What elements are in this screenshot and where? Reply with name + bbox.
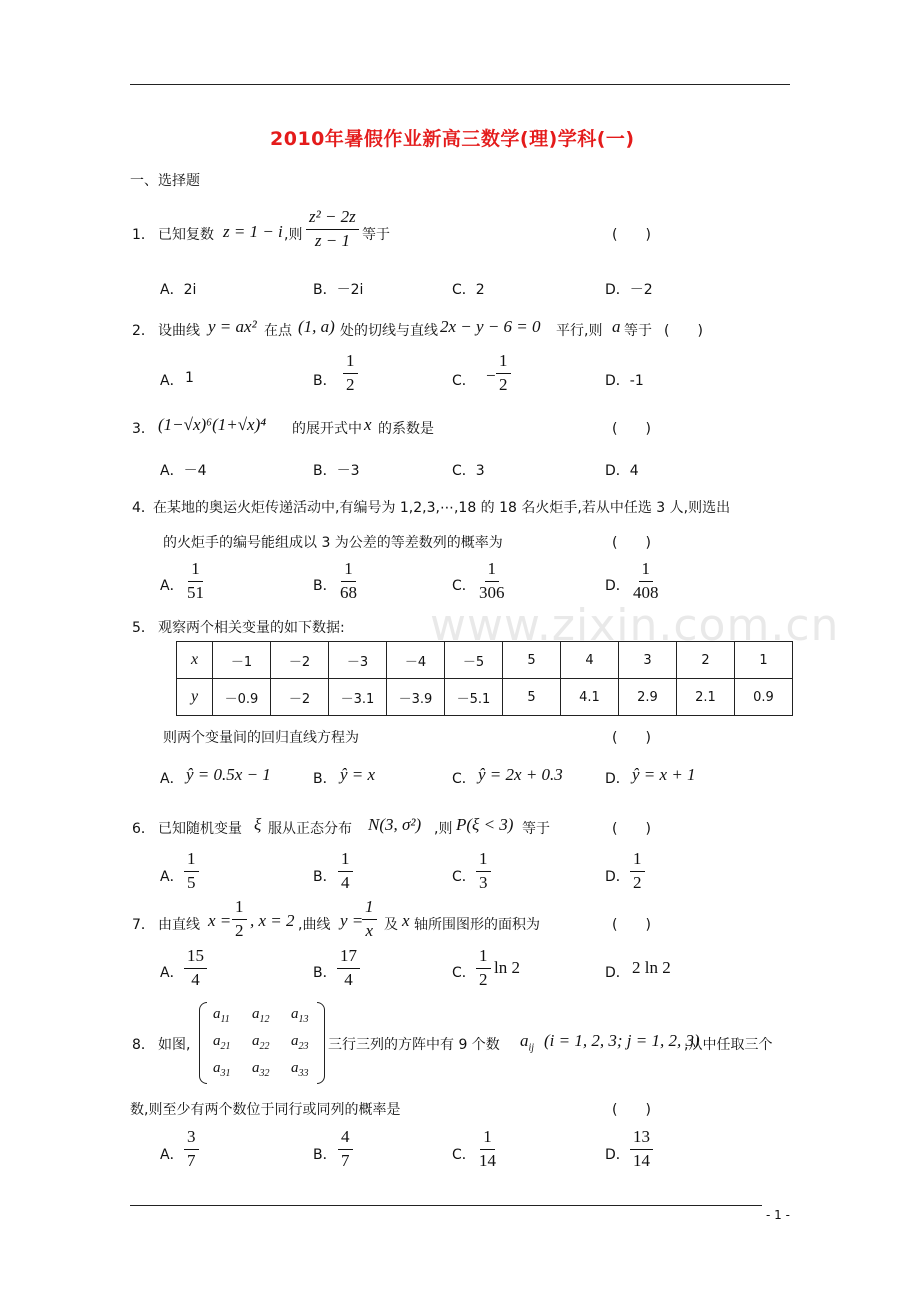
- q8-option-a-fraction: [184, 1128, 199, 1170]
- q8-answer-paren: ( ): [612, 1102, 651, 1118]
- q2-eq4: a: [612, 317, 621, 336]
- q7-eq3: y =: [340, 911, 364, 930]
- page-number: - 1 -: [766, 1208, 790, 1222]
- q7-eq2: , x = 2: [250, 911, 295, 930]
- q8-option-d-label: D．: [605, 1147, 630, 1163]
- q7-b-den: 4: [344, 969, 353, 989]
- section-heading: 一、选择题: [130, 173, 200, 189]
- q7-option-d: 2 ln 2: [632, 958, 671, 977]
- q5-answer-paren: ( ): [612, 730, 651, 746]
- q8-option-b-fraction: [338, 1128, 353, 1170]
- table-cell: 1: [735, 642, 793, 679]
- q4-d-num: 1: [639, 560, 654, 582]
- q3-answer-paren: ( ): [612, 421, 651, 437]
- table-cell: －2: [271, 642, 329, 679]
- q5-option-a: ŷ = 0.5x − 1: [186, 765, 271, 784]
- q6-text-b: 服从正态分布: [268, 821, 352, 837]
- q7-option-a-fraction: [184, 947, 207, 989]
- q7-f1-den: 2: [235, 920, 244, 940]
- q1-number: 1．: [132, 227, 155, 243]
- q7-fraction-2: [362, 898, 377, 940]
- table-cell: －3.9: [387, 679, 445, 716]
- q8-a-num: 3: [184, 1128, 199, 1150]
- q3-option-c: C．3: [452, 463, 485, 479]
- q1-frac-den: z − 1: [314, 230, 350, 250]
- q8-option-b-label: B．: [313, 1147, 337, 1163]
- table-cell: 3: [619, 642, 677, 679]
- q6-eq1: ξ: [254, 815, 262, 834]
- q7-option-d-label: D．: [605, 965, 630, 981]
- q7-text-d: 轴所围图形的面积为: [414, 917, 540, 933]
- q6-option-c-label: C．: [452, 869, 476, 885]
- q3-text-a: 的展开式中: [292, 421, 362, 437]
- q8-d-num: 13: [630, 1128, 653, 1150]
- q2-b-den: 2: [346, 374, 355, 394]
- q1-eq: z = 1 − i: [223, 222, 283, 241]
- q7-text-a: 由直线: [158, 917, 200, 933]
- q8-matrix: [199, 1002, 325, 1084]
- table-cell: 5: [503, 642, 561, 679]
- q7-eq1: x =: [208, 911, 232, 930]
- q8-number: 8．: [132, 1037, 155, 1053]
- q1-text-a: 已知复数: [158, 227, 214, 243]
- matrix-entry: $a_{22}$: [252, 1033, 270, 1052]
- q7-c-den: 2: [479, 969, 488, 989]
- table-cell: －5: [445, 642, 503, 679]
- q4-b-den: 68: [340, 582, 357, 602]
- q7-text-c: 及: [384, 917, 398, 933]
- q7-f2-num: 1: [362, 898, 377, 920]
- q2-text-e: 等于: [624, 323, 652, 339]
- q1-text-b: ,则: [284, 227, 303, 243]
- q7-b-num: 17: [337, 947, 360, 969]
- q3-eq2: x: [364, 415, 372, 434]
- matrix-entry: $a_{31}$: [213, 1060, 231, 1079]
- q8-line2: 数,则至少有两个数位于同行或同列的概率是: [130, 1102, 401, 1118]
- q6-b-den: 4: [341, 872, 350, 892]
- q5-data-table: [176, 641, 793, 716]
- q1-text-c: 等于: [362, 227, 390, 243]
- q8-option-a-label: A．: [160, 1147, 184, 1163]
- q7-number: 7．: [132, 917, 155, 933]
- q3-number: 3．: [132, 421, 155, 437]
- q3-text-b: 的系数是: [378, 421, 434, 437]
- q2-option-a-label: A．: [160, 373, 184, 389]
- q2-option-b-fraction: [343, 352, 358, 394]
- q2-option-c-fraction: [496, 352, 511, 394]
- q2-answer-paren: ( ): [664, 323, 703, 339]
- matrix-left-bracket: [199, 1002, 207, 1084]
- q4-c-num: 1: [485, 560, 500, 582]
- matrix-entry: $a_{33}$: [291, 1060, 309, 1079]
- q2-option-b-label: B．: [313, 373, 337, 389]
- q2-text-d: 平行,则: [556, 323, 603, 339]
- q6-eq2: N(3, σ²): [368, 815, 422, 834]
- table-cell: 5: [503, 679, 561, 716]
- table-row-x: [177, 642, 793, 679]
- q3-option-d: D．4: [605, 463, 639, 479]
- q4-option-a-fraction: [184, 560, 207, 602]
- q2-option-a-value: 1: [185, 370, 194, 386]
- q5-option-b: ŷ = x: [340, 765, 376, 784]
- q8-text-a: 如图,: [158, 1037, 191, 1053]
- matrix-entry: $a_{13}$: [291, 1006, 309, 1025]
- matrix-entry: $a_{11}$: [213, 1006, 230, 1025]
- matrix-right-bracket: [317, 1002, 325, 1084]
- q4-option-b-fraction: [337, 560, 360, 602]
- q5-text: 观察两个相关变量的如下数据:: [158, 620, 345, 636]
- table-cell: －2: [271, 679, 329, 716]
- q4-option-c-fraction: [476, 560, 508, 602]
- q4-option-b-label: B．: [313, 578, 337, 594]
- q7-c-num: 1: [476, 947, 491, 969]
- q3-eq: (1−√x)⁶(1+√x)⁴: [158, 415, 267, 434]
- q8-d-den: 14: [633, 1150, 650, 1170]
- page-title: 2010年暑假作业新高三数学(理)学科(一): [270, 128, 635, 150]
- q7-a-den: 4: [191, 969, 200, 989]
- q4-option-d-label: D．: [605, 578, 630, 594]
- q4-answer-paren: ( ): [612, 535, 651, 551]
- matrix-entry: $a_{21}$: [213, 1033, 231, 1052]
- q7-option-c-tail: ln 2: [494, 958, 520, 977]
- table-header-x: x: [177, 642, 213, 679]
- q5-option-a-label: A．: [160, 771, 184, 787]
- q2-eq1: y = ax²: [208, 317, 257, 336]
- q8-eq2: (i = 1, 2, 3; j = 1, 2, 3): [544, 1031, 700, 1050]
- q1-option-d: D．－2: [605, 282, 653, 298]
- q2-option-c-sign: −: [486, 366, 496, 385]
- q8-b-num: 4: [338, 1128, 353, 1150]
- q8-text-b: 三行三列的方阵中有 9 个数: [328, 1037, 500, 1053]
- q1-option-c: C．2: [452, 282, 485, 298]
- table-cell: －3.1: [329, 679, 387, 716]
- q6-option-d-label: D．: [605, 869, 630, 885]
- q3-option-b: B．－3: [313, 463, 360, 479]
- q7-f2-den: x: [365, 920, 374, 940]
- table-cell: －5.1: [445, 679, 503, 716]
- q7-fraction-1: [232, 898, 247, 940]
- q5-option-c: ŷ = 2x + 0.3: [478, 765, 563, 784]
- q1-fraction: [306, 208, 359, 250]
- q2-c-den: 2: [499, 374, 508, 394]
- q6-text-c: ,则: [434, 821, 453, 837]
- q4-option-d-fraction: [630, 560, 662, 602]
- q5-option-c-label: C．: [452, 771, 476, 787]
- q8-c-num: 1: [480, 1128, 495, 1150]
- table-cell: －0.9: [213, 679, 271, 716]
- q6-c-num: 1: [476, 850, 491, 872]
- q6-option-d-fraction: [630, 850, 645, 892]
- q5-number: 5．: [132, 620, 155, 636]
- table-cell: 2: [677, 642, 735, 679]
- q6-c-den: 3: [479, 872, 488, 892]
- q3-option-a: A．－4: [160, 463, 207, 479]
- table-row-y: [177, 679, 793, 716]
- q6-answer-paren: ( ): [612, 821, 651, 837]
- q4-line2: 的火炬手的编号能组成以 3 为公差的等差数列的概率为: [163, 535, 503, 551]
- q7-option-b-label: B．: [313, 965, 337, 981]
- q4-number: 4．: [132, 500, 155, 516]
- q8-text-c: ,从中任取三个: [684, 1037, 773, 1053]
- q1-frac-num: z² − 2z: [306, 208, 359, 230]
- q4-b-num: 1: [341, 560, 356, 582]
- q4-option-a-label: A．: [160, 578, 184, 594]
- table-cell: －1: [213, 642, 271, 679]
- watermark: www.zixin.com.cn: [430, 600, 840, 651]
- q7-answer-paren: ( ): [612, 917, 651, 933]
- q2-text-b: 在点: [264, 323, 292, 339]
- q6-d-num: 1: [630, 850, 645, 872]
- q6-text-d: 等于: [522, 821, 550, 837]
- q2-eq3: 2x − y − 6 = 0: [440, 317, 541, 336]
- table-cell: 2.9: [619, 679, 677, 716]
- q1-answer-paren: ( ): [612, 227, 651, 243]
- q5-option-b-label: B．: [313, 771, 337, 787]
- matrix-entry: $a_{32}$: [252, 1060, 270, 1079]
- q8-option-c-fraction: [476, 1128, 499, 1170]
- q6-number: 6．: [132, 821, 155, 837]
- q8-a-den: 7: [187, 1150, 196, 1170]
- q4-d-den: 408: [633, 582, 659, 602]
- q2-eq2: (1, a): [298, 317, 335, 336]
- matrix-entry: $a_{12}$: [252, 1006, 270, 1025]
- q6-option-a-label: A．: [160, 869, 184, 885]
- q6-a-num: 1: [184, 850, 199, 872]
- q6-eq3: P(ξ < 3): [456, 815, 514, 834]
- q2-text-a: 设曲线: [158, 323, 200, 339]
- q7-a-num: 15: [184, 947, 207, 969]
- q2-b-num: 1: [343, 352, 358, 374]
- q4-a-den: 51: [187, 582, 204, 602]
- q7-eq4: x: [402, 911, 410, 930]
- q2-option-d: D．-1: [605, 373, 644, 389]
- q5-option-d-label: D．: [605, 771, 630, 787]
- header-rule: [130, 84, 790, 85]
- table-cell: 2.1: [677, 679, 735, 716]
- q4-c-den: 306: [479, 582, 505, 602]
- table-cell: －4: [387, 642, 445, 679]
- q7-f1-num: 1: [232, 898, 247, 920]
- q6-option-c-fraction: [476, 850, 491, 892]
- q2-text-c: 处的切线与直线: [340, 323, 438, 339]
- table-header-y: y: [177, 679, 213, 716]
- table-cell: 4: [561, 642, 619, 679]
- q5-option-d: ŷ = x + 1: [632, 765, 696, 784]
- q4-a-num: 1: [188, 560, 203, 582]
- table-cell: 0.9: [735, 679, 793, 716]
- q7-option-c-fraction: [476, 947, 491, 989]
- q1-option-a: A．2i: [160, 282, 197, 298]
- q7-option-b-fraction: [337, 947, 360, 989]
- q8-b-den: 7: [341, 1150, 350, 1170]
- q6-option-b-label: B．: [313, 869, 337, 885]
- q4-line1: 在某地的奥运火炬传递活动中,有编号为 1,2,3,⋯,18 的 18 名火炬手,若从中任选 3 人,则选出: [153, 500, 731, 516]
- q6-option-a-fraction: [184, 850, 199, 892]
- q1-option-b: B．－2i: [313, 282, 364, 298]
- q6-text-a: 已知随机变量: [158, 821, 242, 837]
- matrix-entry: $a_{23}$: [291, 1033, 309, 1052]
- q7-option-c-label: C．: [452, 965, 476, 981]
- q8-eq1: $a_{ij}$: [520, 1031, 535, 1054]
- q2-c-num: 1: [496, 352, 511, 374]
- footer-rule: [130, 1205, 762, 1206]
- table-cell: －3: [329, 642, 387, 679]
- q2-number: 2．: [132, 323, 155, 339]
- q6-option-b-fraction: [338, 850, 353, 892]
- q6-b-num: 1: [338, 850, 353, 872]
- q7-text-b: ,曲线: [298, 917, 331, 933]
- q5-follow-text: 则两个变量间的回归直线方程为: [163, 730, 359, 746]
- q8-c-den: 14: [479, 1150, 496, 1170]
- q7-option-a-label: A．: [160, 965, 184, 981]
- table-cell: 4.1: [561, 679, 619, 716]
- q4-option-c-label: C．: [452, 578, 476, 594]
- q8-option-d-fraction: [630, 1128, 653, 1170]
- q2-option-c-label: C．: [452, 373, 476, 389]
- q6-d-den: 2: [633, 872, 642, 892]
- q8-option-c-label: C．: [452, 1147, 476, 1163]
- q6-a-den: 5: [187, 872, 196, 892]
